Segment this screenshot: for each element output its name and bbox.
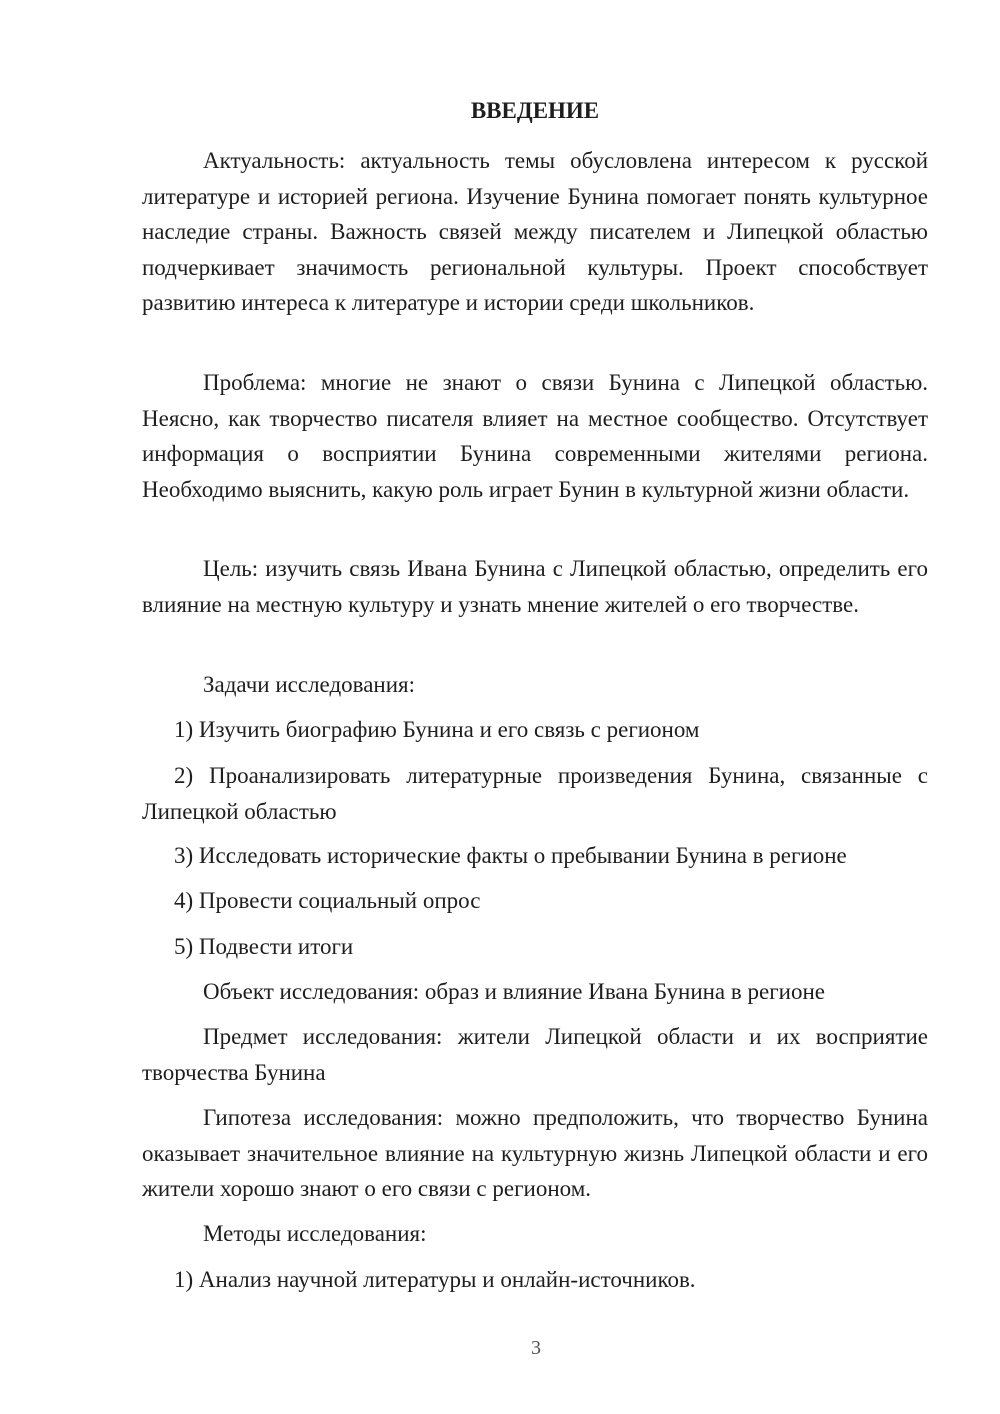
subject-paragraph: Предмет исследования: жители Липецкой области и их восприятие творчества Бунина (142, 1024, 928, 1085)
page-number: 3 (531, 1337, 541, 1359)
relevance-paragraph: Актуальность: актуальность темы обусловлена интересом к русской литературе и историей региона. Изучение Бунина помогает понять культурное наследие страны. Важность связей между писателем и Липецкой областью подчеркивает значимость региональной культуры. Проект способствует развитию интереса к литературе и истории среди школьников. (142, 148, 928, 315)
hypothesis-paragraph: Гипотеза исследования: можно предположить, что творчество Бунина оказывает значительное влияние на культурную жизнь Липецкой области и его жители хорошо знают о его связи с регионом. (142, 1105, 928, 1201)
goal-paragraph: Цель: изучить связь Ивана Бунина с Липецкой областью, определить его влияние на местную культуру и узнать мнение жителей о его творчестве. (142, 556, 928, 617)
object-paragraph: Объект исследования: образ и влияние Ивана Бунина в регионе (203, 979, 825, 1004)
tasks-heading: Задачи исследования: (203, 672, 416, 697)
methods-heading: Методы исследования: (203, 1221, 427, 1246)
task-item-1: 1) Изучить биографию Бунина и его связь с регионом (174, 717, 700, 742)
task-item-5: 5) Подвести итоги (174, 934, 354, 959)
task-item-2: 2) Проанализировать литературные произведения Бунина, связанные с Липецкой областью (142, 763, 928, 824)
task-item-4: 4) Провести социальный опрос (174, 888, 481, 913)
method-item-1: 1) Анализ научной литературы и онлайн-источников. (174, 1267, 696, 1292)
page-title: ВВЕДЕНИЕ (470, 98, 600, 123)
task-item-3: 3) Исследовать исторические факты о пребывании Бунина в регионе (174, 843, 847, 868)
problem-paragraph: Проблема: многие не знают о связи Бунина с Липецкой областью. Неясно, как творчество писателя влияет на местное сообщество. Отсутствует информация о восприятии Бунина современными жителями региона. Необходимо выяснить, какую роль играет Бунин в культурной жизни области. (142, 370, 928, 502)
